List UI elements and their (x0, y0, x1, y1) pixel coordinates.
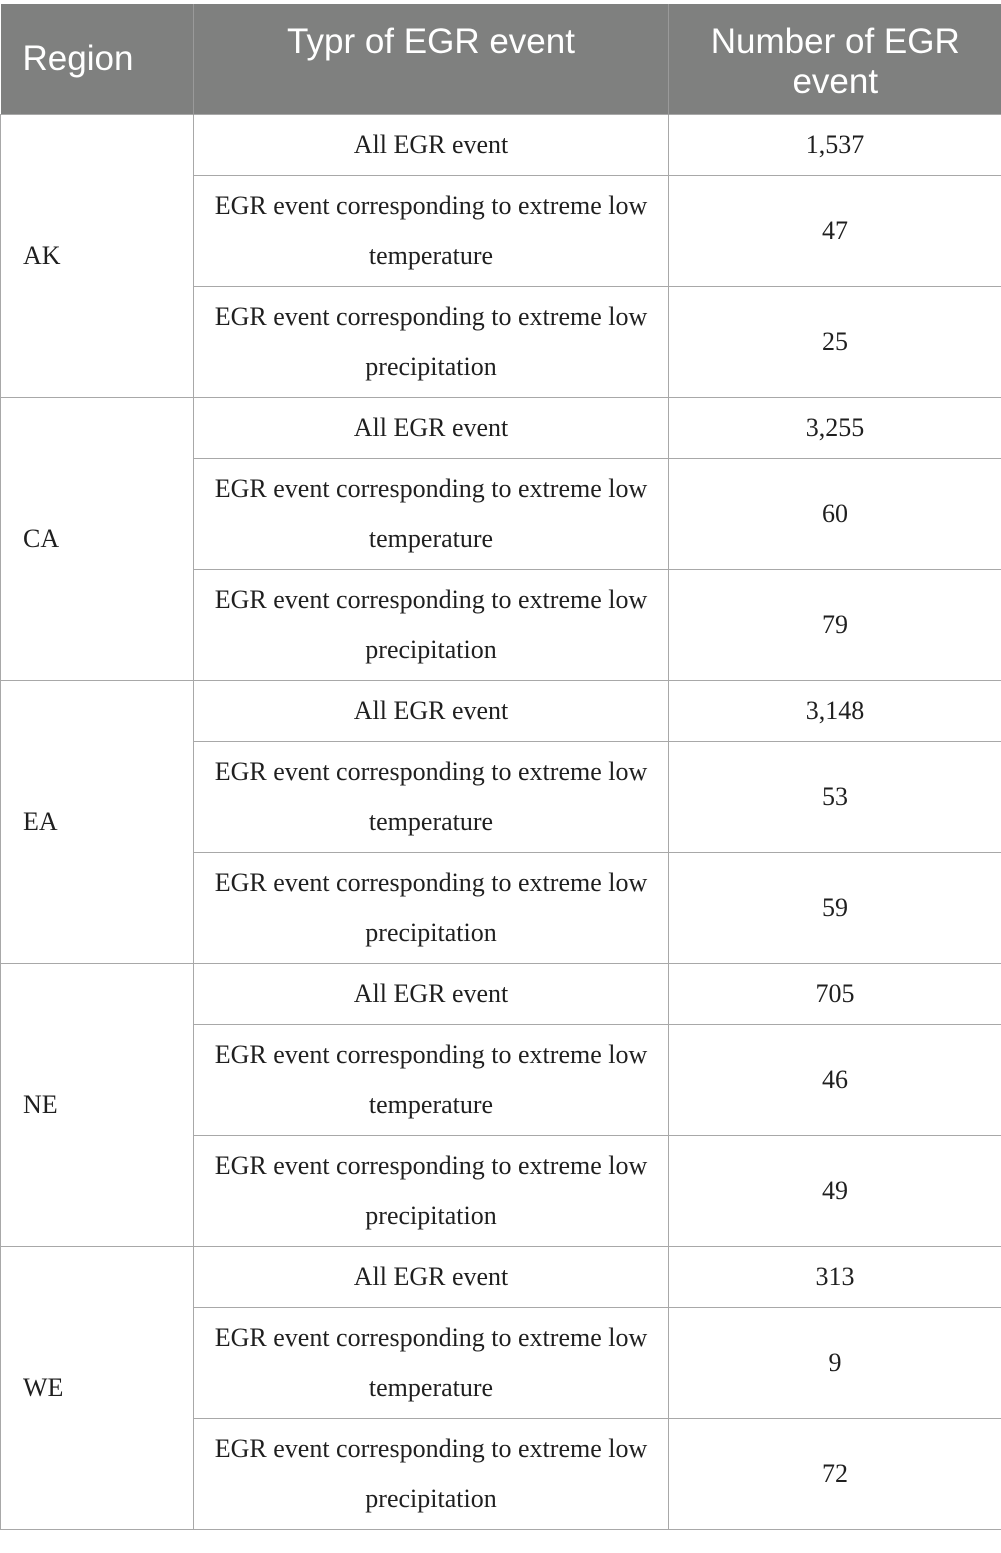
event-count-cell: 705 (669, 963, 1001, 1024)
table-row (1, 680, 1001, 741)
event-count-cell: 59 (669, 852, 1001, 963)
event-count-cell: 53 (669, 741, 1001, 852)
event-count-cell: 3,255 (669, 397, 1001, 458)
event-count-cell: 60 (669, 458, 1001, 569)
region-cell: CA (1, 397, 194, 680)
table-row (1, 1246, 1001, 1307)
table-body (1, 114, 1001, 1529)
event-type-cell: All EGR event (194, 1246, 669, 1307)
header-event-count: Number of EGR event (669, 4, 1001, 114)
event-count-cell: 46 (669, 1024, 1001, 1135)
region-cell: AK (1, 114, 194, 397)
event-type-cell: EGR event corresponding to extreme low temperature (194, 175, 669, 286)
event-type-cell: EGR event corresponding to extreme low temperature (194, 1024, 669, 1135)
event-type-cell: EGR event corresponding to extreme low temperature (194, 458, 669, 569)
header-event-type: Typr of EGR event (194, 4, 669, 114)
event-type-cell: EGR event corresponding to extreme low temperature (194, 741, 669, 852)
event-count-cell: 79 (669, 569, 1001, 680)
event-count-cell: 49 (669, 1135, 1001, 1246)
region-cell: NE (1, 963, 194, 1246)
event-count-cell: 313 (669, 1246, 1001, 1307)
region-cell: WE (1, 1246, 194, 1529)
table-row (1, 963, 1001, 1024)
event-count-cell: 3,148 (669, 680, 1001, 741)
table-row (1, 397, 1001, 458)
event-count-cell: 47 (669, 175, 1001, 286)
event-type-cell: All EGR event (194, 397, 669, 458)
event-type-cell: EGR event corresponding to extreme low precipitation (194, 1135, 669, 1246)
event-count-cell: 1,537 (669, 114, 1001, 175)
event-type-cell: All EGR event (194, 680, 669, 741)
header-region: Region (1, 4, 194, 114)
event-type-cell: EGR event corresponding to extreme low precipitation (194, 1418, 669, 1529)
table-header (1, 4, 1001, 114)
event-type-cell: EGR event corresponding to extreme low precipitation (194, 569, 669, 680)
event-count-cell: 25 (669, 286, 1001, 397)
event-type-cell: All EGR event (194, 963, 669, 1024)
region-cell: EA (1, 680, 194, 963)
event-type-cell: All EGR event (194, 114, 669, 175)
event-type-cell: EGR event corresponding to extreme low precipitation (194, 286, 669, 397)
event-count-cell: 72 (669, 1418, 1001, 1529)
event-type-cell: EGR event corresponding to extreme low precipitation (194, 852, 669, 963)
event-count-cell: 9 (669, 1307, 1001, 1418)
egr-event-table (0, 4, 1001, 1530)
header-row (1, 4, 1001, 114)
event-type-cell: EGR event corresponding to extreme low temperature (194, 1307, 669, 1418)
table-row (1, 114, 1001, 175)
